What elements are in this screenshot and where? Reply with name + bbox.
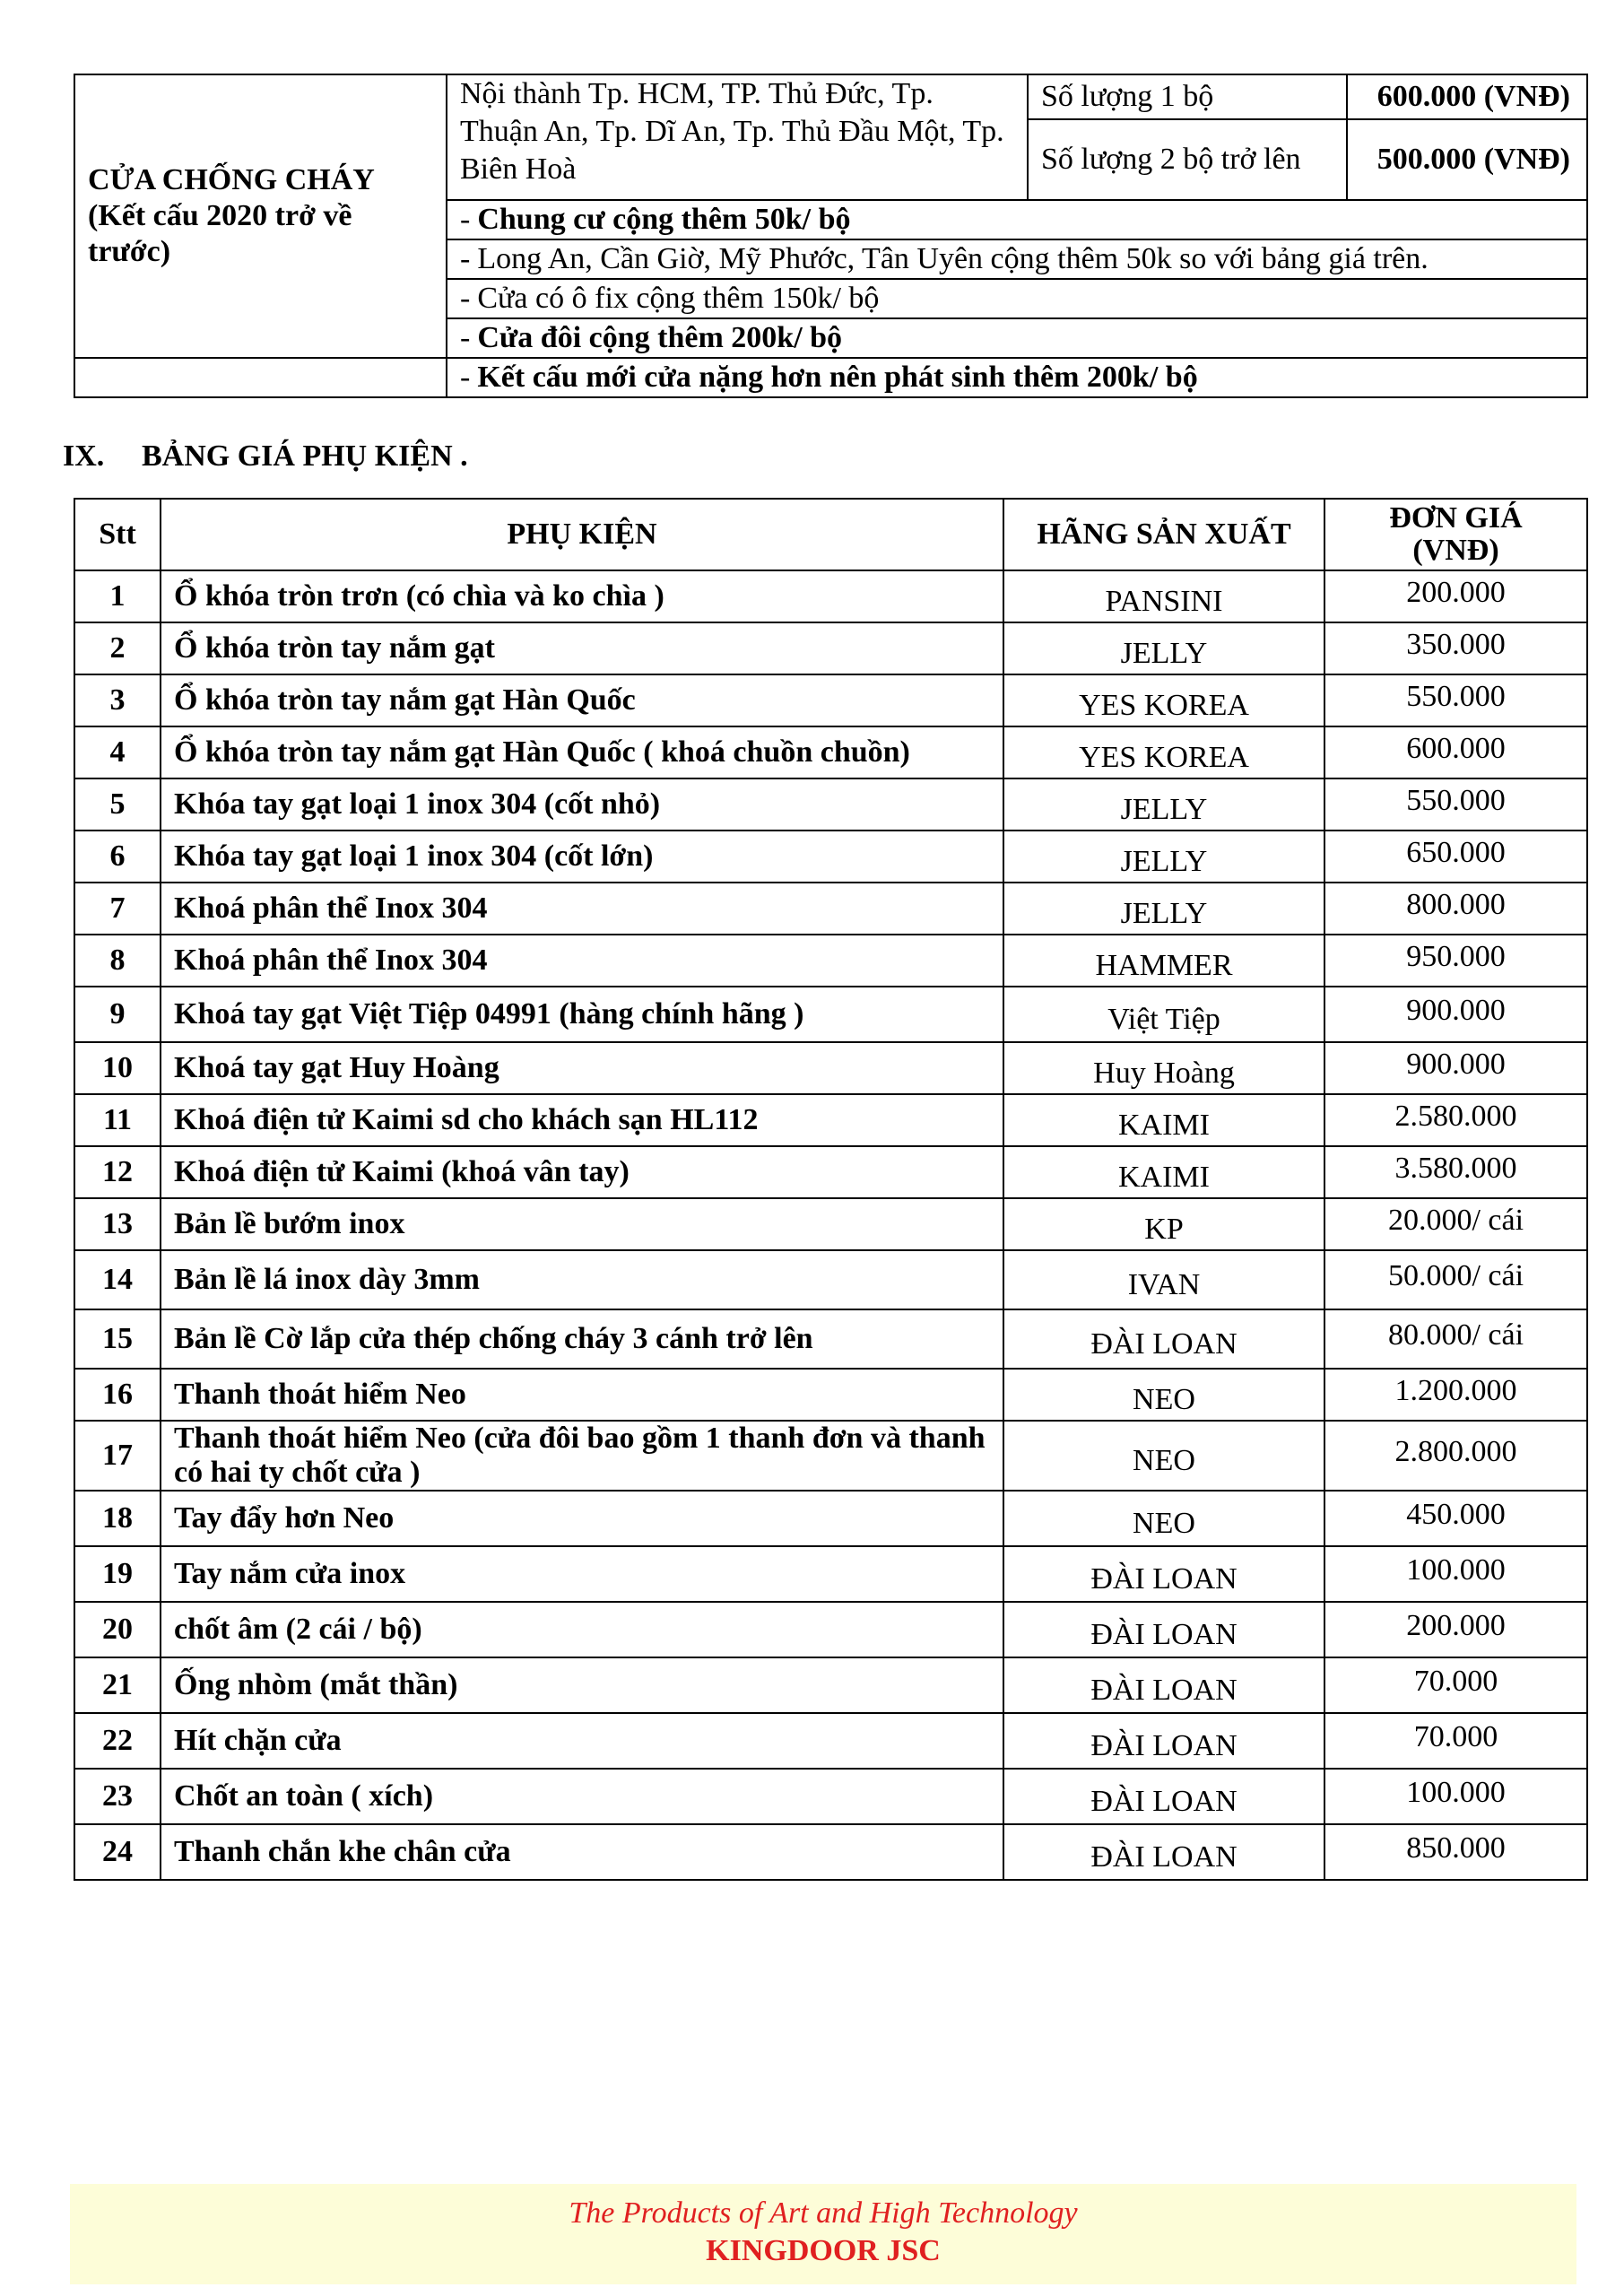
footer-banner: [70, 2184, 1576, 2284]
row-unit-price: 100.000: [1324, 1769, 1587, 1824]
row-manufacturer: NEO: [1003, 1369, 1324, 1421]
table-row: [74, 1421, 1587, 1491]
empty-cell: [74, 358, 447, 397]
row-accessory-name: Ổ khóa tròn tay nắm gạt Hàn Quốc ( khoá chuồn chuồn): [161, 726, 1003, 778]
row-stt: 24: [74, 1824, 161, 1880]
note-text: Long An, Cần Giờ, Mỹ Phước, Tân Uyên cộng thêm 50k so với bảng giá trên.: [477, 242, 1429, 275]
table-row: [74, 726, 1587, 778]
note-row: [447, 358, 1587, 397]
row-unit-price: 550.000: [1324, 778, 1587, 831]
header-accessory: PHỤ KIỆN: [161, 499, 1003, 570]
row-accessory-name: Chốt an toàn ( xích): [161, 1769, 1003, 1824]
footer-company: KINGDOOR JSC: [706, 2234, 941, 2267]
table-row: [74, 1602, 1587, 1657]
row-stt: 16: [74, 1369, 161, 1421]
row-stt: 13: [74, 1198, 161, 1250]
table-row: [74, 883, 1587, 935]
fire-door-title: [74, 74, 447, 358]
row-stt: 14: [74, 1250, 161, 1309]
row-manufacturer: KAIMI: [1003, 1094, 1324, 1146]
note-text: Cửa có ô fix cộng thêm 150k/ bộ: [477, 282, 880, 315]
row-manufacturer: ĐÀI LOAN: [1003, 1824, 1324, 1880]
fire-door-price-table: [74, 74, 1588, 398]
row-stt: 19: [74, 1546, 161, 1602]
section-number: IX.: [63, 439, 105, 473]
row-stt: 10: [74, 1042, 161, 1094]
row-stt: 18: [74, 1491, 161, 1546]
row-stt: 1: [74, 570, 161, 622]
quantity-label-1: Số lượng 1 bộ: [1028, 74, 1347, 119]
row-stt: 6: [74, 831, 161, 883]
note-dash: -: [460, 321, 471, 354]
row-manufacturer: JELLY: [1003, 883, 1324, 935]
row-stt: 11: [74, 1094, 161, 1146]
note-row: [447, 318, 1587, 358]
table-row: [74, 1713, 1587, 1769]
row-accessory-name: Tay nắm cửa inox: [161, 1546, 1003, 1602]
row-unit-price: 2.800.000: [1324, 1421, 1587, 1491]
row-unit-price: 550.000: [1324, 674, 1587, 726]
row-manufacturer: JELLY: [1003, 831, 1324, 883]
row-unit-price: 2.580.000: [1324, 1094, 1587, 1146]
row-unit-price: 70.000: [1324, 1713, 1587, 1769]
fire-door-title-line-3: trước): [88, 235, 171, 268]
accessories-price-table: [74, 498, 1588, 1881]
row-unit-price: 50.000/ cái: [1324, 1250, 1587, 1309]
service-region: Nội thành Tp. HCM, TP. Thủ Đức, Tp. Thuận An, Tp. Dĩ An, Tp. Thủ Đầu Một, Tp. Biên Hoà: [447, 74, 1028, 200]
row-manufacturer: KP: [1003, 1198, 1324, 1250]
quantity-label-2: Số lượng 2 bộ trở lên: [1028, 119, 1347, 200]
table-row: [74, 1094, 1587, 1146]
note-row: [447, 279, 1587, 318]
note-dash: -: [460, 203, 471, 236]
table-row: [74, 1491, 1587, 1546]
accessories-table-body: [74, 570, 1587, 1880]
row-manufacturer: NEO: [1003, 1491, 1324, 1546]
row-manufacturer: YES KOREA: [1003, 674, 1324, 726]
row-manufacturer: HAMMER: [1003, 935, 1324, 987]
table-row: [74, 570, 1587, 622]
row-manufacturer: Huy Hoàng: [1003, 1042, 1324, 1094]
row-stt: 9: [74, 987, 161, 1042]
row-unit-price: 900.000: [1324, 1042, 1587, 1094]
note-text: Kết cấu mới cửa nặng hơn nên phát sinh thêm 200k/ bộ: [477, 361, 1198, 394]
row-unit-price: 600.000: [1324, 726, 1587, 778]
row-manufacturer: ĐÀI LOAN: [1003, 1309, 1324, 1369]
table-row: [74, 1657, 1587, 1713]
row-unit-price: 650.000: [1324, 831, 1587, 883]
row-unit-price: 850.000: [1324, 1824, 1587, 1880]
row-accessory-name: Hít chặn cửa: [161, 1713, 1003, 1769]
row-manufacturer: ĐÀI LOAN: [1003, 1713, 1324, 1769]
row-accessory-name: Khoá tay gạt Việt Tiệp 04991 (hàng chính hãng ): [161, 987, 1003, 1042]
table-row: [74, 1146, 1587, 1198]
row-stt: 3: [74, 674, 161, 726]
section-heading: [63, 439, 468, 474]
row-accessory-name: Ổ khóa tròn trơn (có chìa và ko chìa ): [161, 570, 1003, 622]
row-manufacturer: ĐÀI LOAN: [1003, 1602, 1324, 1657]
row-manufacturer: ĐÀI LOAN: [1003, 1657, 1324, 1713]
row-accessory-name: Khóa tay gạt loại 1 inox 304 (cốt nhỏ): [161, 778, 1003, 831]
row-unit-price: 950.000: [1324, 935, 1587, 987]
note-dash: -: [460, 282, 471, 315]
row-unit-price: 3.580.000: [1324, 1146, 1587, 1198]
row-stt: 20: [74, 1602, 161, 1657]
table-row: [74, 674, 1587, 726]
row-accessory-name: Thanh thoát hiểm Neo: [161, 1369, 1003, 1421]
row-manufacturer: PANSINI: [1003, 570, 1324, 622]
row-stt: 7: [74, 883, 161, 935]
table-row: [74, 778, 1587, 831]
row-stt: 22: [74, 1713, 161, 1769]
row-stt: 2: [74, 622, 161, 674]
fire-door-title-line-2: (Kết cấu 2020 trở về: [88, 199, 352, 232]
quantity-price-2: 500.000 (VNĐ): [1347, 119, 1587, 200]
note-text: Cửa đôi cộng thêm 200k/ bộ: [477, 321, 843, 354]
table-row: [74, 1824, 1587, 1880]
note-text: Chung cư cộng thêm 50k/ bộ: [477, 203, 851, 236]
footer-tagline: The Products of Art and High Technology: [569, 2196, 1078, 2230]
table-row: [74, 831, 1587, 883]
row-unit-price: 100.000: [1324, 1546, 1587, 1602]
row-manufacturer: ĐÀI LOAN: [1003, 1769, 1324, 1824]
header-stt: Stt: [74, 499, 161, 570]
note-dash: -: [460, 361, 471, 394]
header-unit-price-line-1: ĐƠN GIÁ: [1389, 501, 1523, 535]
row-unit-price: 350.000: [1324, 622, 1587, 674]
header-unit-price-line-2: (VNĐ): [1412, 534, 1499, 567]
row-accessory-name: Bản lề lá inox dày 3mm: [161, 1250, 1003, 1309]
row-accessory-name: Thanh thoát hiểm Neo (cửa đôi bao gồm 1 thanh đơn và thanh có hai ty chốt cửa ): [161, 1421, 1003, 1491]
table-row: [74, 1546, 1587, 1602]
row-manufacturer: JELLY: [1003, 778, 1324, 831]
header-manufacturer: HÃNG SẢN XUẤT: [1003, 499, 1324, 570]
section-title: BẢNG GIÁ PHỤ KIỆN .: [142, 439, 468, 473]
table-row: [74, 1250, 1587, 1309]
row-stt: 5: [74, 778, 161, 831]
row-stt: 23: [74, 1769, 161, 1824]
row-stt: 4: [74, 726, 161, 778]
row-accessory-name: Ổ khóa tròn tay nắm gạt: [161, 622, 1003, 674]
table-row: [74, 987, 1587, 1042]
row-manufacturer: YES KOREA: [1003, 726, 1324, 778]
row-accessory-name: Khoá phân thể Inox 304: [161, 883, 1003, 935]
table-header-row: [74, 499, 1587, 570]
row-accessory-name: Bản lề Cờ lắp cửa thép chống cháy 3 cánh trở lên: [161, 1309, 1003, 1369]
row-manufacturer: Việt Tiệp: [1003, 987, 1324, 1042]
table-row: [74, 1309, 1587, 1369]
row-accessory-name: Khoá phân thể Inox 304: [161, 935, 1003, 987]
row-unit-price: 20.000/ cái: [1324, 1198, 1587, 1250]
row-manufacturer: NEO: [1003, 1421, 1324, 1491]
table-row: [74, 1769, 1587, 1824]
table-row: [74, 1042, 1587, 1094]
fire-door-title-line-1: CỬA CHỐNG CHÁY: [88, 163, 375, 196]
row-unit-price: 200.000: [1324, 570, 1587, 622]
row-stt: 15: [74, 1309, 161, 1369]
row-accessory-name: Ổ khóa tròn tay nắm gạt Hàn Quốc: [161, 674, 1003, 726]
row-unit-price: 70.000: [1324, 1657, 1587, 1713]
row-accessory-name: Khoá điện tử Kaimi sd cho khách sạn HL112: [161, 1094, 1003, 1146]
row-accessory-name: Thanh chắn khe chân cửa: [161, 1824, 1003, 1880]
row-accessory-name: Tay đẩy hơn Neo: [161, 1491, 1003, 1546]
header-unit-price: [1324, 499, 1587, 570]
row-unit-price: 450.000: [1324, 1491, 1587, 1546]
table-row: [74, 622, 1587, 674]
table-row: [74, 1369, 1587, 1421]
row-manufacturer: ĐÀI LOAN: [1003, 1546, 1324, 1602]
note-row: [447, 200, 1587, 239]
note-row: [447, 239, 1587, 279]
row-accessory-name: chốt âm (2 cái / bộ): [161, 1602, 1003, 1657]
row-manufacturer: JELLY: [1003, 622, 1324, 674]
row-accessory-name: Bản lề bướm inox: [161, 1198, 1003, 1250]
row-unit-price: 80.000/ cái: [1324, 1309, 1587, 1369]
row-accessory-name: Khoá điện tử Kaimi (khoá vân tay): [161, 1146, 1003, 1198]
quantity-price-1: 600.000 (VNĐ): [1347, 74, 1587, 119]
row-stt: 8: [74, 935, 161, 987]
row-manufacturer: KAIMI: [1003, 1146, 1324, 1198]
row-stt: 12: [74, 1146, 161, 1198]
row-unit-price: 900.000: [1324, 987, 1587, 1042]
note-dash: -: [460, 242, 471, 275]
table-row: [74, 935, 1587, 987]
row-stt: 21: [74, 1657, 161, 1713]
row-manufacturer: IVAN: [1003, 1250, 1324, 1309]
row-accessory-name: Khóa tay gạt loại 1 inox 304 (cốt lớn): [161, 831, 1003, 883]
row-unit-price: 800.000: [1324, 883, 1587, 935]
row-unit-price: 1.200.000: [1324, 1369, 1587, 1421]
row-accessory-name: Khoá tay gạt Huy Hoàng: [161, 1042, 1003, 1094]
table-row: [74, 1198, 1587, 1250]
row-stt: 17: [74, 1421, 161, 1491]
row-accessory-name: Ống nhòm (mắt thần): [161, 1657, 1003, 1713]
row-unit-price: 200.000: [1324, 1602, 1587, 1657]
